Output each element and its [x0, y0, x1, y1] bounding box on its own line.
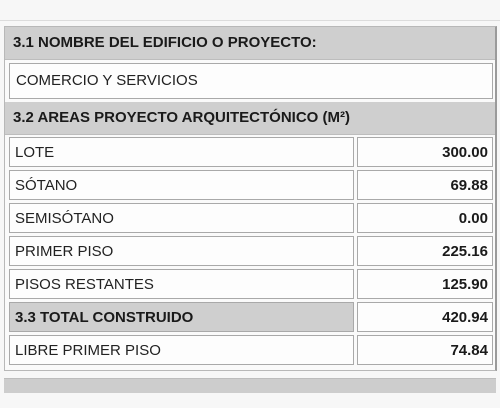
area-label: PRIMER PISO	[9, 236, 354, 266]
top-divider	[0, 20, 500, 21]
section-3-1-header: 3.1 NOMBRE DEL EDIFICIO O PROYECTO:	[5, 27, 495, 60]
project-name-field: COMERCIO Y SERVICIOS	[9, 63, 493, 99]
area-value: 225.16	[357, 236, 493, 266]
area-label: LOTE	[9, 137, 354, 167]
total-label: 3.3 TOTAL CONSTRUIDO	[9, 302, 354, 332]
area-value: 0.00	[357, 203, 493, 233]
area-row-pisos-restantes	[9, 269, 493, 299]
area-row-lote	[9, 137, 493, 167]
project-areas-form	[4, 26, 497, 371]
total-value: 420.94	[357, 302, 493, 332]
area-label: PISOS RESTANTES	[9, 269, 354, 299]
area-row-primer-piso	[9, 236, 493, 266]
area-value: 300.00	[357, 137, 493, 167]
area-label: SÓTANO	[9, 170, 354, 200]
area-row-sotano	[9, 170, 493, 200]
total-construido-row	[9, 302, 493, 332]
area-rows	[5, 135, 495, 370]
area-value: 69.88	[357, 170, 493, 200]
area-value: 125.90	[357, 269, 493, 299]
free-area-value: 74.84	[357, 335, 493, 365]
area-row-semisotano	[9, 203, 493, 233]
next-section-bar	[4, 378, 496, 393]
section-3-2-header: 3.2 AREAS PROYECTO ARQUITECTÓNICO (M²)	[5, 102, 495, 135]
free-area-label: LIBRE PRIMER PISO	[9, 335, 354, 365]
libre-primer-piso-row	[9, 335, 493, 365]
area-label: SEMISÓTANO	[9, 203, 354, 233]
